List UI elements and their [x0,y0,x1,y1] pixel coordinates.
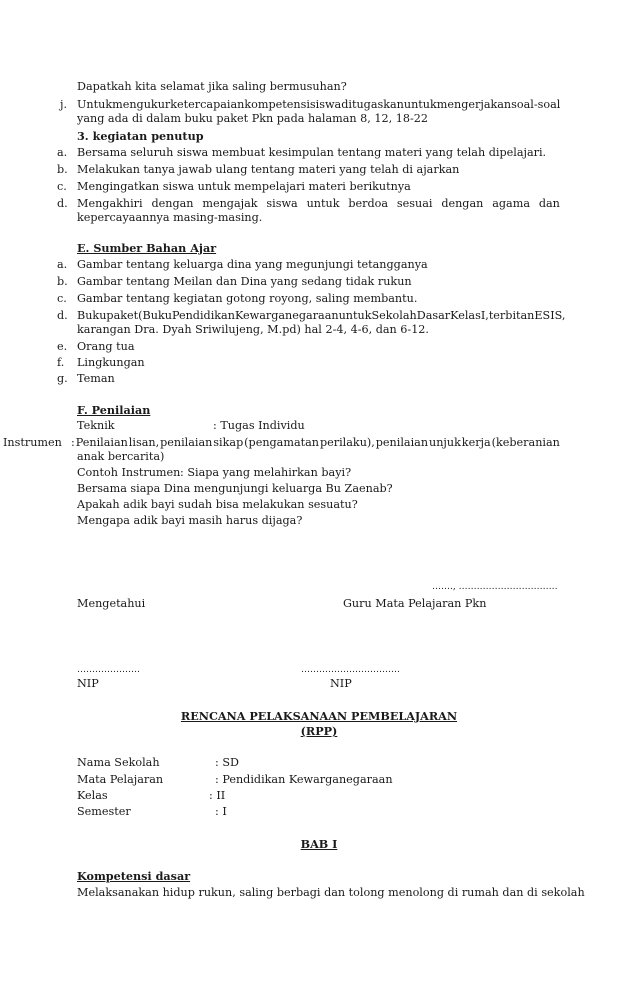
word: penilaian [160,436,213,449]
word: berdoa [348,197,389,210]
rpp-subtitle: (RPP) [300,724,338,738]
list-item: Orang tua [77,340,135,353]
word: Mengakhiri [77,197,143,210]
word: sikap [213,436,244,449]
field-value: : II [209,789,226,802]
word: siswa [266,197,298,210]
instrumen-label: Instrumen [3,436,62,449]
list-marker: a. [57,258,68,271]
list-marker: a. [57,146,68,159]
list-item: Gambar tentang kegiatan gotong royong, saling membantu. [77,292,418,305]
word: sesuai [396,197,433,210]
field-label: Mata Pelajaran [77,773,164,786]
signature-left-label: Mengetahui [77,597,146,610]
list-marker: f. [57,356,65,369]
word: untuk [306,197,340,210]
word: ( [138,309,143,322]
instrumen-value-cont: anak bercarita) [77,450,165,463]
instrumen-value [71,436,560,450]
section-heading-penilaian: F. Penilaian [77,403,151,417]
list-marker: c. [57,180,67,193]
word: kerja [461,436,491,449]
kompetensi-text: Melaksanakan hidup rukun, saling berbagi dan tolong menolong di rumah dan di sekolah [77,886,585,899]
word: Penilaian [75,436,128,449]
word: perilaku), [319,436,375,449]
teknik-value: : Tugas Individu [213,419,305,432]
word: (pengamatan [244,436,320,449]
rpp-title: RENCANA PELAKSANAAN PEMBELAJARAN [180,709,458,723]
list-marker: g. [57,372,68,385]
list-item-j [77,98,560,112]
list-item: Mengingatkan siswa untuk mempelajari materi berikutnya [77,180,411,193]
word: untuk [403,98,437,111]
signature-right-label: Guru Mata Pelajaran Pkn [343,597,487,610]
signature-right-nip: NIP [330,677,352,690]
list-item: Melakukan tanya jawab ulang tentang materi yang telah di ajarkan [77,163,460,176]
signature-left-dots: ………………… [77,665,140,675]
field-label: Nama Sekolah [77,756,160,769]
list-marker: d. [57,309,68,322]
signature-left-nip: NIP [77,677,99,690]
field-value: : SD [215,756,239,769]
word: mengerjakan [436,98,512,111]
word: siswa [309,98,342,111]
word: kompetensi [244,98,310,111]
word: soal-soal [511,98,561,111]
word: unjuk [428,436,461,449]
field-value: : I [215,805,227,818]
word: agama [492,197,530,210]
word: Untuk [77,98,113,111]
word: Buku [77,309,107,322]
word: terbitan [488,309,535,322]
kompetensi-heading: Kompetensi dasar [77,869,191,883]
word: Kewarganegaraan [234,309,339,322]
signature-right-dots: …………………………… [301,665,400,675]
list-marker: b. [57,163,68,176]
word: dengan [441,197,484,210]
list-item-cont: kepercayaannya masing-masing. [77,211,263,224]
contoh-value: : Siapa yang melahirkan bayi? [180,466,352,479]
word: (keberanian [491,436,560,449]
list-marker: d. [57,197,68,210]
list-item-cont: karangan Dra. Dyah Sriwilujeng, M.pd) hal 2-4, 4-6, dan 6-12. [77,323,429,336]
word: paket [106,309,139,322]
field-label: Semester [77,805,131,818]
word: ESIS, [534,309,566,322]
contoh-label: Contoh Instrumen [77,466,181,479]
list-item: Teman [77,372,115,385]
question: Bersama siapa Dina mengunjungi keluarga Bu Zaenab? [77,482,393,495]
bab-heading: BAB I [300,837,338,851]
question: Apakah adik bayi sudah bisa melakukan sesuatu? [77,498,358,511]
section-heading-penutup: 3. kegiatan penutup [77,129,204,143]
word: penilaian [375,436,429,449]
word: Sekolah [371,309,417,322]
word: ketercapaian [170,98,245,111]
word: dan [538,197,560,210]
list-marker: j. [60,98,68,111]
word: : [71,436,75,449]
word: Kelas [450,309,481,322]
list-item: Bersama seluruh siswa membuat kesimpulan tentang materi yang telah dipelajari. [77,146,547,159]
word: ditugaskan [341,98,404,111]
list-item: Gambar tentang keluarga dina yang megunjungi tetangganya [77,258,428,271]
section-heading-sumber: E. Sumber Bahan Ajar [77,241,217,255]
word: mengajak [202,197,258,210]
question: Mengapa adik bayi masih harus dijaga? [77,514,303,527]
text-line: Dapatkah kita selamat jika saling bermusuhan? [77,80,347,93]
field-label: Kelas [77,789,108,802]
word: dengan [151,197,194,210]
list-item: Lingkungan [77,356,145,369]
list-marker: e. [57,340,68,353]
teknik-label: Teknik [77,419,115,432]
word: Buku [142,309,172,322]
list-item-j-cont: yang ada di dalam buku paket Pkn pada halaman 8, 12, 18-22 [77,112,428,125]
word: lisan, [128,436,160,449]
list-item-d-sumber [77,309,566,323]
place-date: ……., …………………………… [432,582,558,592]
word: I, [480,309,489,322]
word: mengukur [112,98,171,111]
list-marker: c. [57,292,67,305]
word: Dasar [416,309,451,322]
word: untuk [338,309,372,322]
list-item: Gambar tentang Meilan dan Dina yang sedang tidak rukun [77,275,412,288]
list-item-d-penutup [77,197,560,211]
list-marker: b. [57,275,68,288]
field-value: : Pendidikan Kewarganegaraan [215,773,393,786]
word: Pendidikan [171,309,235,322]
